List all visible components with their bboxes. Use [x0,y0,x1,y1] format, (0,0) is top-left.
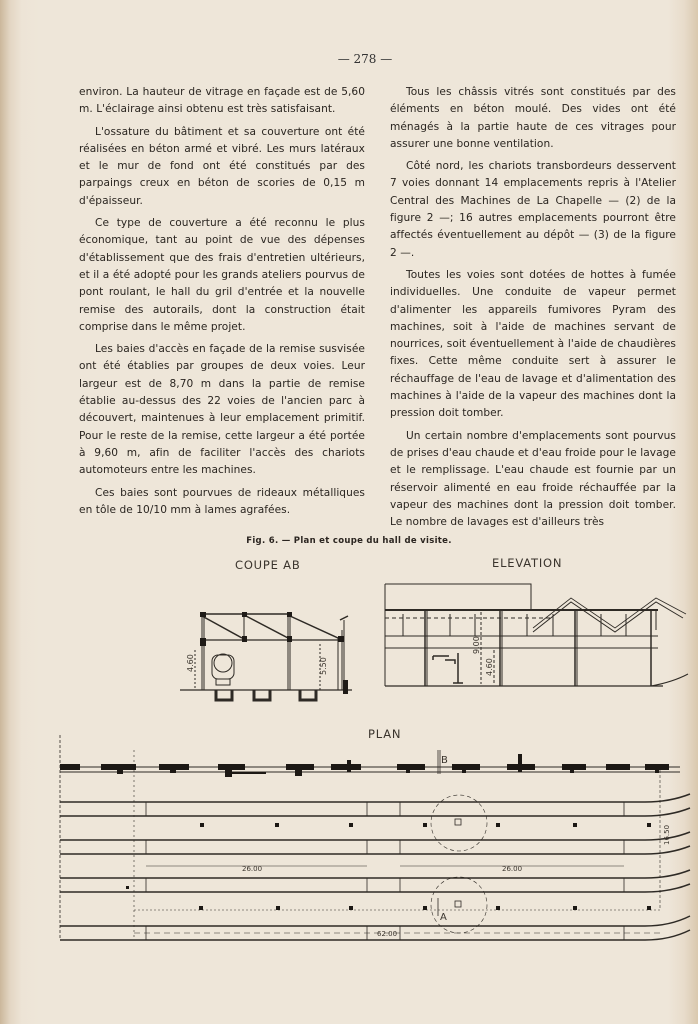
dim-total-label: 9.00 [472,636,481,654]
section-title: COUPE AB [235,558,301,572]
dim-width-label: 16.50 [663,824,671,845]
pit-outline [400,802,624,816]
truss [246,616,288,638]
paragraph: Un certain nombre d'emplacements sont pourvus de prises d'eau chaude et d'eau froide pour le lavage et le remplissage. L'eau chaude est fournie par un réservoir alimenté en eau froide réchauffée par la vapeur des machines dont la pression doit tomber. Le nombre de lavages est d'ailleurs très [390,429,676,529]
wall-pilasters [60,754,669,910]
pit-outline [400,878,624,892]
pit [254,690,270,700]
pit-outline [400,840,624,854]
dim-right-label: 5.50 [319,657,328,675]
paragraph: Les baies d'accès en façade de la remise susvisée ont été établies par groupes de deux voies. Leur largeur est de 8,70 m dans la partie de remise établie au-dessus des 22 voies de l'ancien parc à découvert, maintenues à leur emplacement primitif. Pour le reste de la remise, cette largeur a été portée à 9,60 m, afin de faciliter l'accès des chariots automoteurs entre les machines. [79,343,365,477]
dim-left-label: 4.60 [186,654,195,672]
pit-outline [400,926,624,940]
left-column [79,84,365,524]
dim-lower-label: 4.60 [485,658,494,676]
paragraph: environ. La hauteur de vitrage en façade est de 5,60 m. L'éclairage ainsi obtenu est très satisfaisant. [79,86,365,116]
truss [202,616,242,638]
pit [300,690,316,700]
page-number: — 278 — [337,52,393,66]
paragraph: Côté nord, les chariots transbordeurs desservent 7 voies donnant 14 emplacements repris à l'Atelier Central des Machines de La Chapelle — (2) de la figure 2 —; 16 autres emplacements pourront être affectés éventuellement au dépôt — (3) de la figure 2 —. [390,160,676,259]
plan-drawing [55,730,698,950]
paragraph: Ces baies sont pourvues de rideaux métalliques en tôle de 10/10 mm à lames agrafées. [79,486,365,516]
marker-b: B [441,755,448,766]
paragraph: L'ossature du bâtiment et sa couverture ont été réalisées en béton armé et vibré. Les murs latéraux et le mur de fond ont été constitués par des parpaings creux en béton de scories de 0,15 m d'épaisseur. [79,125,365,207]
pit-outline [146,840,367,854]
turning-circle [431,877,487,933]
turning-circle [431,795,487,851]
pit-outline [146,802,367,816]
pit [216,690,232,700]
elevation-title: ELEVATION [492,556,563,570]
dim-pit-right-label: 26.00 [502,865,523,873]
plan-title: PLAN [368,727,402,741]
truss [290,616,338,638]
paragraph: Ce type de couverture a été reconnu le plus économique, tant au point de vue des dépenses d'établissement que des frais d'entretien ultérieurs, et il a été adopté pour les grands ateliers pourvus de pont roulant, le hall du gril d'entrée et la nouvelle remise des autorails, dont la construction était comprise dans le même projet. [79,217,365,333]
paragraph: Tous les châssis vitrés sont constitués par des éléments en béton moulé. Des vides ont été ménagés à la partie haute de ces vitrages pour assurer une bonne ventilation. [390,86,676,150]
section-drawing [180,590,370,710]
marker-a: A [440,912,447,923]
paragraph: Toutes les voies sont dotées de hottes à fumée individuelles. Une conduite de vapeur permet d'alimenter les appareils fumivores Pyram des machines, soit à l'aide de machines servant de nourrices, soit éventuellement à l'aide de chaudières fixes. Cette même conduite sert à assurer le réchauffage de l'eau de lavage et d'alimentation des machines à l'aide de la vapeur des machines dont la pression doit tomber. [390,268,676,420]
locomotive-icon [214,654,232,672]
dim-length-label: 62.00 [377,930,398,938]
pit-outline [146,878,367,892]
dim-pit-left-label: 26.00 [242,865,263,873]
right-column [390,84,676,536]
figure-caption: Fig. 6. — Plan et coupe du hall de visite. [246,536,452,546]
upper-outline [385,584,531,610]
water-crane-icon [433,653,463,683]
elevation-drawing [383,578,693,698]
